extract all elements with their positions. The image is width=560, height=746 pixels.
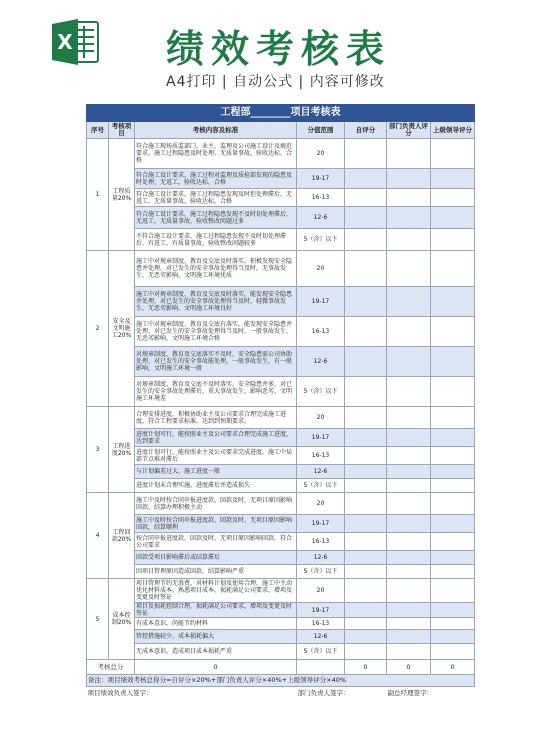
self-score-cell[interactable] bbox=[345, 603, 387, 618]
self-score-cell[interactable] bbox=[345, 407, 387, 429]
signature-project[interactable]: 项目绩效负责人签字： bbox=[87, 688, 153, 697]
criteria-standard: 进度计划未合理实施，进度滞后并造成损失 bbox=[135, 479, 297, 493]
criteria-standard: 进度计划可行，能按照业主及公司要求完成进度，施工中局部节点难对滞后 bbox=[135, 447, 297, 465]
criteria-row bbox=[87, 251, 475, 287]
dept-score-cell[interactable] bbox=[387, 429, 431, 447]
self-score-cell[interactable] bbox=[345, 287, 387, 317]
leader-score-cell[interactable] bbox=[431, 493, 475, 515]
group-number: 5 bbox=[87, 579, 109, 660]
group-number: 3 bbox=[87, 407, 109, 493]
criteria-row bbox=[87, 229, 475, 251]
leader-score-cell[interactable] bbox=[431, 169, 475, 189]
dept-score-cell[interactable] bbox=[387, 207, 431, 229]
dept-score-cell[interactable] bbox=[387, 251, 431, 287]
leader-score-cell[interactable] bbox=[431, 603, 475, 618]
dept-score-cell[interactable] bbox=[387, 189, 431, 207]
score-range: 20 bbox=[297, 407, 345, 429]
criteria-standard: 符合施工现场质监部门、业主、监理及公司施工设计及规范要求，施工过程隐患及时处理、无质量事故，验收达标，合格 bbox=[135, 139, 297, 169]
criteria-standard: 施工中及时按合同申报进度款、回款及时，无项目原因影响回款，结算办理积极主动 bbox=[135, 493, 297, 515]
score-range: 12-6 bbox=[297, 630, 345, 644]
criteria-standard: 符合施工设计要求，施工过程隐患发现不及时切处理滞后、无返工，无质量事故，验收整改问题过多 bbox=[135, 207, 297, 229]
col-header-range: 分值范围 bbox=[297, 122, 345, 139]
signature-dept[interactable]: 部门负责人签字： bbox=[297, 688, 350, 697]
leader-score-cell[interactable] bbox=[431, 551, 475, 565]
criteria-row bbox=[87, 515, 475, 533]
criteria-row bbox=[87, 565, 475, 579]
self-score-cell[interactable] bbox=[345, 317, 387, 347]
group-item: 工程质量20% bbox=[109, 139, 135, 251]
banner bbox=[0, 0, 560, 100]
criteria-row bbox=[87, 644, 475, 660]
leader-score-cell[interactable] bbox=[431, 618, 475, 630]
total-dept: 0 bbox=[387, 660, 431, 675]
col-header-standard: 考核内容及标准 bbox=[135, 122, 297, 139]
dept-score-cell[interactable] bbox=[387, 579, 431, 603]
dept-score-cell[interactable] bbox=[387, 630, 431, 644]
leader-score-cell[interactable] bbox=[431, 479, 475, 493]
criteria-standard: 与计划偏差过大，施工进度一般 bbox=[135, 465, 297, 479]
signature-vp[interactable]: 副总经理签字： bbox=[387, 688, 433, 697]
dept-score-cell[interactable] bbox=[387, 317, 431, 347]
group-number: 1 bbox=[87, 139, 109, 251]
self-score-cell[interactable] bbox=[345, 551, 387, 565]
dept-score-cell[interactable] bbox=[387, 515, 431, 533]
score-range: 20 bbox=[297, 493, 345, 515]
self-score-cell[interactable] bbox=[345, 479, 387, 493]
self-score-cell[interactable] bbox=[345, 644, 387, 660]
criteria-row bbox=[87, 407, 475, 429]
score-range: 5（含）以下 bbox=[297, 644, 345, 660]
score-range: 12-6 bbox=[297, 551, 345, 565]
self-score-cell[interactable] bbox=[345, 189, 387, 207]
total-score: 0 bbox=[135, 660, 297, 675]
signature-row bbox=[87, 687, 475, 700]
criteria-standard: 对规章制度、教育及交底不及时落实，安全隐患并多，对已发生的安全事故处理滞后，重大事故发生，影响恶劣，文明施工环境差 bbox=[135, 377, 297, 407]
excel-letter: X bbox=[57, 30, 73, 54]
criteria-row bbox=[87, 551, 475, 565]
criteria-standard: 项目管理节约无浪费，对材料计划及使用合理，施工中主动优化材料成本，熟悉项目成本，损耗满足公司要求，增项及变更及时签证 bbox=[135, 579, 297, 603]
score-range: 20 bbox=[297, 251, 345, 287]
leader-score-cell[interactable] bbox=[431, 251, 475, 287]
score-range: 5（含）以下 bbox=[297, 229, 345, 251]
criteria-row bbox=[87, 287, 475, 317]
score-range: 16-13 bbox=[297, 447, 345, 465]
score-range: 16-13 bbox=[297, 317, 345, 347]
header-row bbox=[87, 122, 475, 139]
dept-score-cell[interactable] bbox=[387, 479, 431, 493]
leader-score-cell[interactable] bbox=[431, 207, 475, 229]
score-range: 19-17 bbox=[297, 603, 345, 618]
leader-score-cell[interactable] bbox=[431, 317, 475, 347]
leader-score-cell[interactable] bbox=[431, 229, 475, 251]
dept-score-cell[interactable] bbox=[387, 644, 431, 660]
self-score-cell[interactable] bbox=[345, 207, 387, 229]
total-label: 考核总分 bbox=[87, 660, 135, 675]
col-header-self: 自评分 bbox=[345, 122, 387, 139]
criteria-row bbox=[87, 169, 475, 189]
criteria-standard: 有成本意识，尚能节约材料 bbox=[135, 618, 297, 630]
feature-list: A4打印 | 自动公式 | 内容可修改 bbox=[166, 74, 385, 90]
col-header-dept: 部门负责人评分 bbox=[387, 122, 431, 139]
page-title: 绩效考核表 bbox=[166, 27, 392, 71]
score-range: 19-17 bbox=[297, 169, 345, 189]
leader-score-cell[interactable] bbox=[431, 515, 475, 533]
self-score-cell[interactable] bbox=[345, 533, 387, 551]
score-range: 5（含）以下 bbox=[297, 565, 345, 579]
criteria-row bbox=[87, 347, 475, 377]
self-score-cell[interactable] bbox=[345, 251, 387, 287]
self-score-cell[interactable] bbox=[345, 618, 387, 630]
dept-score-cell[interactable] bbox=[387, 139, 431, 169]
self-score-cell[interactable] bbox=[345, 347, 387, 377]
leader-score-cell[interactable] bbox=[431, 533, 475, 551]
score-range: 19-17 bbox=[297, 287, 345, 317]
dept-score-cell[interactable] bbox=[387, 347, 431, 377]
criteria-row bbox=[87, 533, 475, 551]
score-range: 12-6 bbox=[297, 347, 345, 377]
score-range: 12-6 bbox=[297, 465, 345, 479]
group-item: 成本控制20% bbox=[109, 579, 135, 660]
criteria-standard: 施工中及时按合同申报进度款、回款及时，无项目原因影响回款，结算顺利 bbox=[135, 515, 297, 533]
dept-score-cell[interactable] bbox=[387, 618, 431, 630]
criteria-standard: 不符合施工设计要求，施工过程隐患发现不及时切处理滞后、有返工，有质量事故，验收整改问题较多 bbox=[135, 229, 297, 251]
kpi-table bbox=[86, 104, 475, 699]
total-row bbox=[87, 660, 475, 675]
score-range: 16-13 bbox=[297, 189, 345, 207]
score-range: 20 bbox=[297, 139, 345, 169]
leader-score-cell[interactable] bbox=[431, 139, 475, 169]
criteria-standard: 施工中对规章制度、教育及交底有落实，能发现安全隐患并处理，对已发生的安全事故处理得当及时，一般事故发生，无恶劣影响，文明施工环境合格 bbox=[135, 317, 297, 347]
criteria-row bbox=[87, 377, 475, 407]
criteria-row bbox=[87, 139, 475, 169]
criteria-row bbox=[87, 317, 475, 347]
self-score-cell[interactable] bbox=[345, 377, 387, 407]
criteria-standard: 项目及损耗控制合理，损耗满足公司要求，增项及变更及时签证 bbox=[135, 603, 297, 618]
col-header-no: 序号 bbox=[87, 122, 109, 139]
criteria-row bbox=[87, 618, 475, 630]
self-score-cell[interactable] bbox=[345, 515, 387, 533]
self-score-cell[interactable] bbox=[345, 565, 387, 579]
criteria-standard: 回款受项目影响滞后或结算滞后 bbox=[135, 551, 297, 565]
group-item: 工程进度20% bbox=[109, 407, 135, 493]
score-range: 16-13 bbox=[297, 618, 345, 630]
self-score-cell[interactable] bbox=[345, 169, 387, 189]
remark-text: 备注：项目绩效考核总得分=自评分×20%+部门负责人评分×40%+上级领导评分×40% bbox=[87, 675, 475, 687]
leader-score-cell[interactable] bbox=[431, 189, 475, 207]
criteria-row bbox=[87, 493, 475, 515]
dept-score-cell[interactable] bbox=[387, 565, 431, 579]
criteria-row bbox=[87, 630, 475, 644]
criteria-standard: 施工中对规章制度、教育及交底及时落实，能发现安全隐患并处理，对已发生的安全事故处理得当及时，轻微事故发生，无恶劣影响，文明施工环境良好 bbox=[135, 287, 297, 317]
criteria-standard: 无成本意识，造成项目成本损耗严重 bbox=[135, 644, 297, 660]
score-range: 19-17 bbox=[297, 429, 345, 447]
sheet-title: 工程部________项目考核表 bbox=[87, 105, 475, 122]
criteria-row bbox=[87, 207, 475, 229]
group-item: 工程回款20% bbox=[109, 493, 135, 579]
score-range: 19-17 bbox=[297, 515, 345, 533]
dept-score-cell[interactable] bbox=[387, 407, 431, 429]
criteria-row bbox=[87, 447, 475, 465]
self-score-cell[interactable] bbox=[345, 429, 387, 447]
dept-score-cell[interactable] bbox=[387, 229, 431, 251]
group-number: 4 bbox=[87, 493, 109, 579]
leader-score-cell[interactable] bbox=[431, 565, 475, 579]
criteria-standard: 因项目管理原因造成回款、结算影响严重 bbox=[135, 565, 297, 579]
dept-score-cell[interactable] bbox=[387, 377, 431, 407]
score-range: 20 bbox=[297, 579, 345, 603]
self-score-cell[interactable] bbox=[345, 579, 387, 603]
dept-score-cell[interactable] bbox=[387, 551, 431, 565]
criteria-standard: 符合施工设计要求，施工过程隐患发现及时但处理滞后、无返工，无质量事故，验收达标，合格 bbox=[135, 189, 297, 207]
criteria-row bbox=[87, 189, 475, 207]
leader-score-cell[interactable] bbox=[431, 465, 475, 479]
self-score-cell[interactable] bbox=[345, 630, 387, 644]
kpi-sheet bbox=[86, 104, 474, 699]
dept-score-cell[interactable] bbox=[387, 493, 431, 515]
leader-score-cell[interactable] bbox=[431, 407, 475, 429]
dept-score-cell[interactable] bbox=[387, 287, 431, 317]
excel-icon bbox=[50, 16, 100, 68]
leader-score-cell[interactable] bbox=[431, 644, 475, 660]
criteria-standard: 施工中对规章制度、教育及交底及时落实，积极发现安全隐患并处理，对已发生的安全事故处理得当及时，无事故发生，无恶劣影响，文明施工环境优质 bbox=[135, 251, 297, 287]
group-number: 2 bbox=[87, 251, 109, 407]
leader-score-cell[interactable] bbox=[431, 579, 475, 603]
criteria-standard: 对规章制度、教育及交底落实不及时，安全隐患需公司协助处理，对已发生的安全事故能处理，一般事故发生，有一般影响，文明施工环境一般 bbox=[135, 347, 297, 377]
leader-score-cell[interactable] bbox=[431, 377, 475, 407]
self-score-cell[interactable] bbox=[345, 447, 387, 465]
leader-score-cell[interactable] bbox=[431, 447, 475, 465]
total-self: 0 bbox=[345, 660, 387, 675]
dept-score-cell[interactable] bbox=[387, 169, 431, 189]
criteria-standard: 按合同申报进度款，回款及时，无项目原因影响回款，符合公司要求 bbox=[135, 533, 297, 551]
dept-score-cell[interactable] bbox=[387, 465, 431, 479]
dept-score-cell[interactable] bbox=[387, 603, 431, 618]
self-score-cell[interactable] bbox=[345, 139, 387, 169]
dept-score-cell[interactable] bbox=[387, 447, 431, 465]
leader-score-cell[interactable] bbox=[431, 287, 475, 317]
leader-score-cell[interactable] bbox=[431, 630, 475, 644]
criteria-standard: 进度计划可行，能按照业主及公司要求合理完成施工进度，达到要求 bbox=[135, 429, 297, 447]
criteria-row bbox=[87, 479, 475, 493]
score-range: 16-13 bbox=[297, 533, 345, 551]
score-range: 5（含）以下 bbox=[297, 479, 345, 493]
total-leader: 0 bbox=[431, 660, 475, 675]
criteria-row bbox=[87, 579, 475, 603]
leader-score-cell[interactable] bbox=[431, 429, 475, 447]
criteria-standard: 符合施工设计要求，施工过程对监理及质检部发现的隐患及时处理、无返工，验收达标，合格 bbox=[135, 169, 297, 189]
criteria-standard: 管控措施较少，成本损耗偏大 bbox=[135, 630, 297, 644]
score-range: 12-6 bbox=[297, 207, 345, 229]
self-score-cell[interactable] bbox=[345, 493, 387, 515]
criteria-standard: 合理安排进度，积极协助业主及公司要求合理完成施工进度，符合工程要求标准，达到到预期要求， bbox=[135, 407, 297, 429]
leader-score-cell[interactable] bbox=[431, 347, 475, 377]
col-header-leader: 上级领导评分 bbox=[431, 122, 475, 139]
criteria-row bbox=[87, 465, 475, 479]
criteria-row bbox=[87, 429, 475, 447]
score-range: 5（含）以下 bbox=[297, 377, 345, 407]
self-score-cell[interactable] bbox=[345, 229, 387, 251]
group-item: 安全及文明施工20% bbox=[109, 251, 135, 407]
criteria-row bbox=[87, 603, 475, 618]
self-score-cell[interactable] bbox=[345, 465, 387, 479]
total-range bbox=[297, 660, 345, 675]
col-header-item: 考核项目 bbox=[109, 122, 135, 139]
dept-score-cell[interactable] bbox=[387, 533, 431, 551]
note-row bbox=[87, 675, 475, 687]
